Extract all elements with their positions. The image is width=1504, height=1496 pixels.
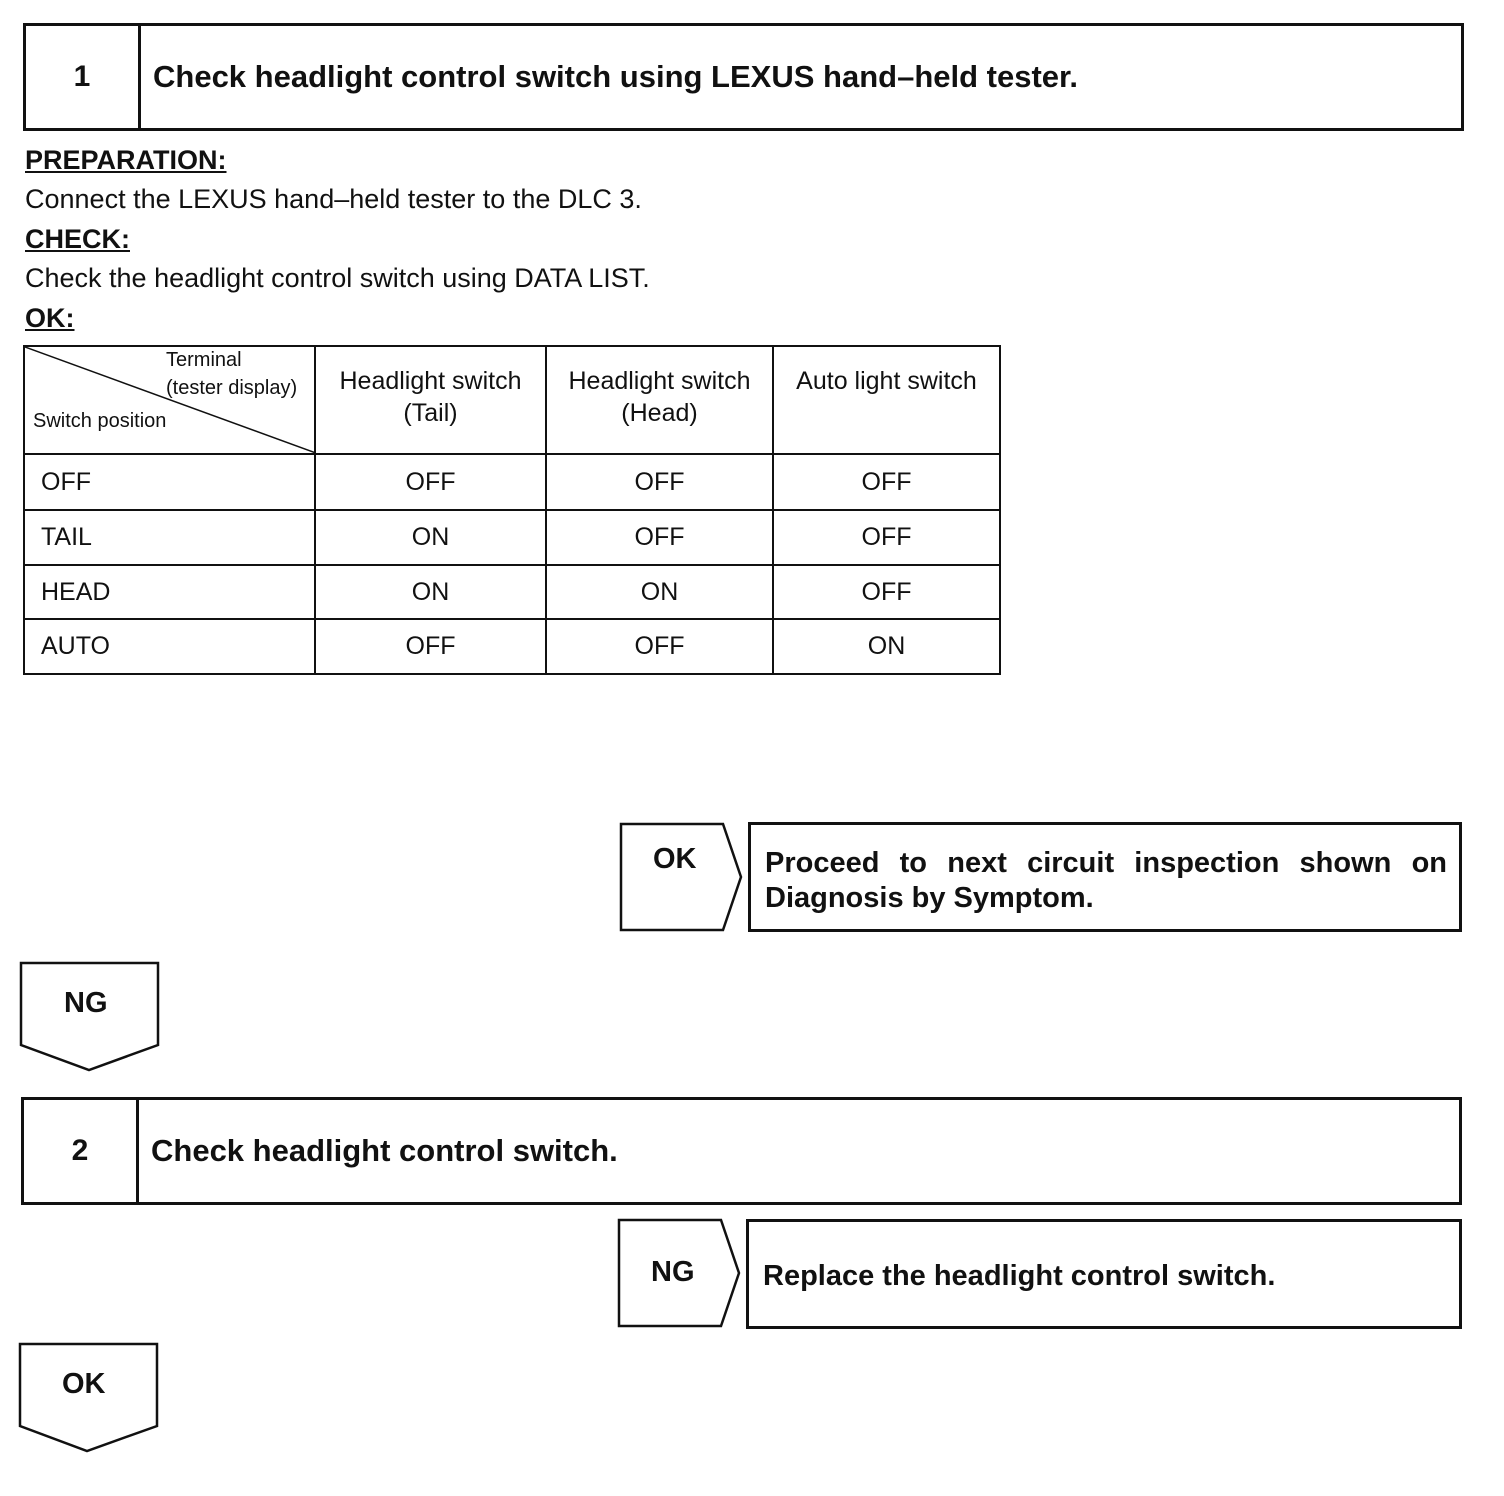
ok-label: OK: — [25, 303, 75, 333]
ng-result-text: Replace the headlight control switch. — [763, 1260, 1276, 1292]
row-switch-position: AUTO — [24, 619, 315, 674]
column-header-line1: Headlight switch — [339, 367, 522, 395]
table-row — [24, 510, 1000, 565]
column-header-line2: (Head) — [621, 399, 698, 427]
column-header — [546, 346, 773, 454]
table-cell: OFF — [773, 565, 1000, 619]
column-header-line1: Auto light switch — [796, 367, 977, 395]
corner-switch-position-label: Switch position — [33, 410, 167, 432]
table-row — [24, 565, 1000, 619]
row-switch-position: OFF — [24, 454, 315, 510]
table-cell: ON — [773, 619, 1000, 674]
ok-result-box — [748, 822, 1462, 932]
column-header-line1: Headlight switch — [568, 367, 751, 395]
step-2-header — [21, 1097, 1462, 1205]
step-title: Check headlight control switch using LEXUS hand–held tester. — [153, 59, 1078, 94]
row-switch-position: HEAD — [24, 565, 315, 619]
check-label: CHECK: — [25, 224, 130, 254]
column-header-line2: (Tail) — [403, 399, 458, 427]
column-header — [773, 346, 1000, 454]
table-cell: OFF — [773, 510, 1000, 565]
step-title: Check headlight control switch. — [151, 1133, 618, 1168]
ok-right-arrow-shape — [619, 822, 745, 932]
ok-arrow-label: OK — [653, 843, 697, 875]
table-cell: ON — [315, 565, 546, 619]
row-switch-position: TAIL — [24, 510, 315, 565]
step-number: 1 — [26, 26, 141, 128]
table-cell: OFF — [773, 454, 1000, 510]
check-text: Check the headlight control switch using DATA LIST. — [25, 263, 650, 293]
table-cell: ON — [315, 510, 546, 565]
corner-tester-display-label: (tester display) — [166, 377, 298, 399]
table-header-row — [24, 346, 1000, 454]
column-header — [315, 346, 546, 454]
table-row — [24, 454, 1000, 510]
preparation-label: PREPARATION: — [25, 145, 227, 175]
table-cell: OFF — [546, 619, 773, 674]
step-1-header — [23, 23, 1464, 131]
ok-down-arrow-label: OK — [62, 1368, 106, 1400]
preparation-text: Connect the LEXUS hand–held tester to the DLC 3. — [25, 184, 642, 214]
ok-result-text: Proceed to next circuit inspection shown on Diagnosis by Symptom. — [765, 847, 1447, 914]
ng-down-arrow-label: NG — [64, 987, 108, 1019]
ng-arrow-label: NG — [651, 1256, 695, 1288]
table-cell: OFF — [315, 454, 546, 510]
table-cell: OFF — [546, 454, 773, 510]
corner-terminal-label: Terminal — [166, 349, 242, 371]
step-number: 2 — [24, 1100, 139, 1202]
table-cell: ON — [546, 565, 773, 619]
table-row — [24, 619, 1000, 674]
corner-cell — [24, 346, 315, 454]
table-cell: OFF — [315, 619, 546, 674]
ng-result-box — [746, 1219, 1462, 1329]
table-cell: OFF — [546, 510, 773, 565]
ok-spec-table — [23, 345, 1001, 675]
